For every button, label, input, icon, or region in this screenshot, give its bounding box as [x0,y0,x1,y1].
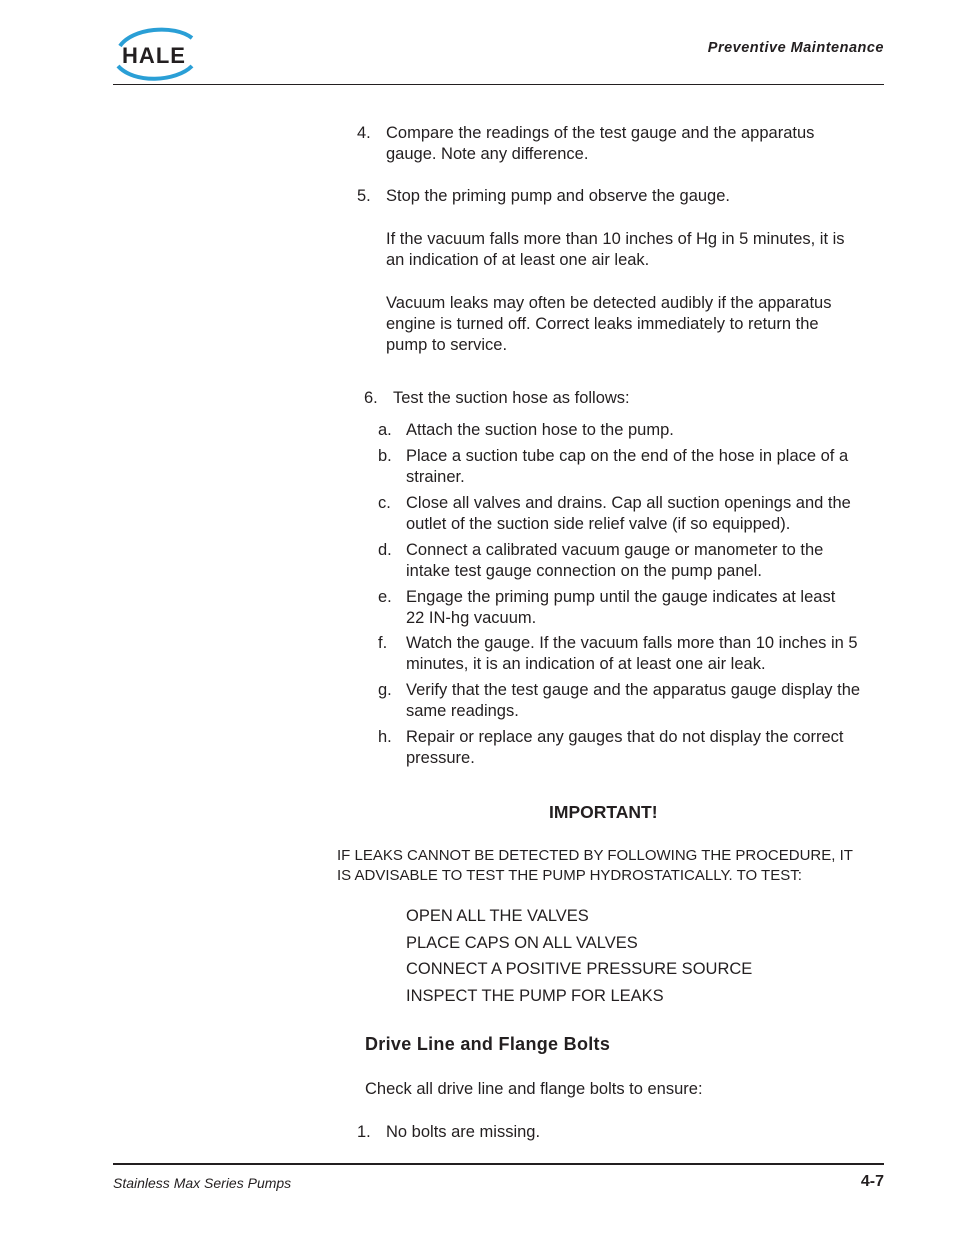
page-number: 4-7 [860,1173,884,1190]
footer-title: Stainless Max Series Pumps [113,1175,292,1191]
substep-letter: e. [378,588,392,606]
section-title: Preventive Maintenance [707,40,884,56]
list-item: OPEN ALL THE VALVES [406,907,589,925]
substep-letter: g. [378,681,392,699]
substep-text: Watch the gauge. If the vacuum falls more than 10 inches in 5 minutes, it is an indication of at least one air leak. [406,634,858,673]
header-rule [113,84,884,85]
step-text: Compare the readings of the test gauge and the apparatus gauge. Note any difference. [386,124,815,163]
substep-letter: b. [378,447,392,465]
important-list [406,906,752,1012]
step-text: Stop the priming pump and observe the gauge. [386,187,730,205]
substep-letter: c. [378,494,391,512]
footer-rule [113,1163,884,1165]
logo-text: HALE [122,43,186,68]
important-text: IF LEAKS CANNOT BE DETECTED BY FOLLOWING THE PROCEDURE, IT IS ADVISABLE TO TEST THE PUMP HYDROSTATICALLY. TO TEST: [337,847,853,884]
hale-logo [112,26,196,82]
section-intro: Check all drive line and flange bolts to ensure: [365,1080,703,1098]
important-heading: IMPORTANT! [549,802,658,822]
substep-letter: f. [378,634,388,652]
paragraph: Vacuum leaks may often be detected audibly if the apparatus engine is turned off. Correct leaks immediately to return the pump to service. [386,294,832,354]
list-item: PLACE CAPS ON ALL VALVES [406,933,638,952]
substep-letter: d. [378,541,392,559]
substep-text: Engage the priming pump until the gauge indicates at least 22 IN-hg vacuum. [406,588,836,627]
step-number: 5. [357,187,371,205]
section-heading: Drive Line and Flange Bolts [365,1034,611,1054]
list-item: CONNECT A POSITIVE PRESSURE SOURCE [406,960,753,978]
substep-text: Attach the suction hose to the pump. [406,421,674,439]
substep-text: Place a suction tube cap on the end of the hose in place of a strainer. [406,447,849,486]
substep-letter: h. [378,728,392,746]
step-number: 4. [357,124,371,142]
substep-letter: a. [378,421,392,439]
substep-text: Close all valves and drains. Cap all suction openings and the outlet of the suction side relief valve (if so equipped). [406,494,851,533]
step-text: No bolts are missing. [386,1123,541,1141]
step-number: 6. [364,389,378,407]
substep-text: Verify that the test gauge and the apparatus gauge display the same readings. [406,681,861,720]
substep-text: Repair or replace any gauges that do not display the correct pressure. [406,728,844,767]
list-item: INSPECT THE PUMP FOR LEAKS [406,986,664,1005]
substep-text: Connect a calibrated vacuum gauge or manometer to the intake test gauge connection on the pump panel. [406,541,824,580]
step-number: 1. [357,1123,371,1141]
step-text: Test the suction hose as follows: [393,389,630,407]
paragraph: If the vacuum falls more than 10 inches of Hg in 5 minutes, it is an indication of at least one air leak. [386,230,845,269]
